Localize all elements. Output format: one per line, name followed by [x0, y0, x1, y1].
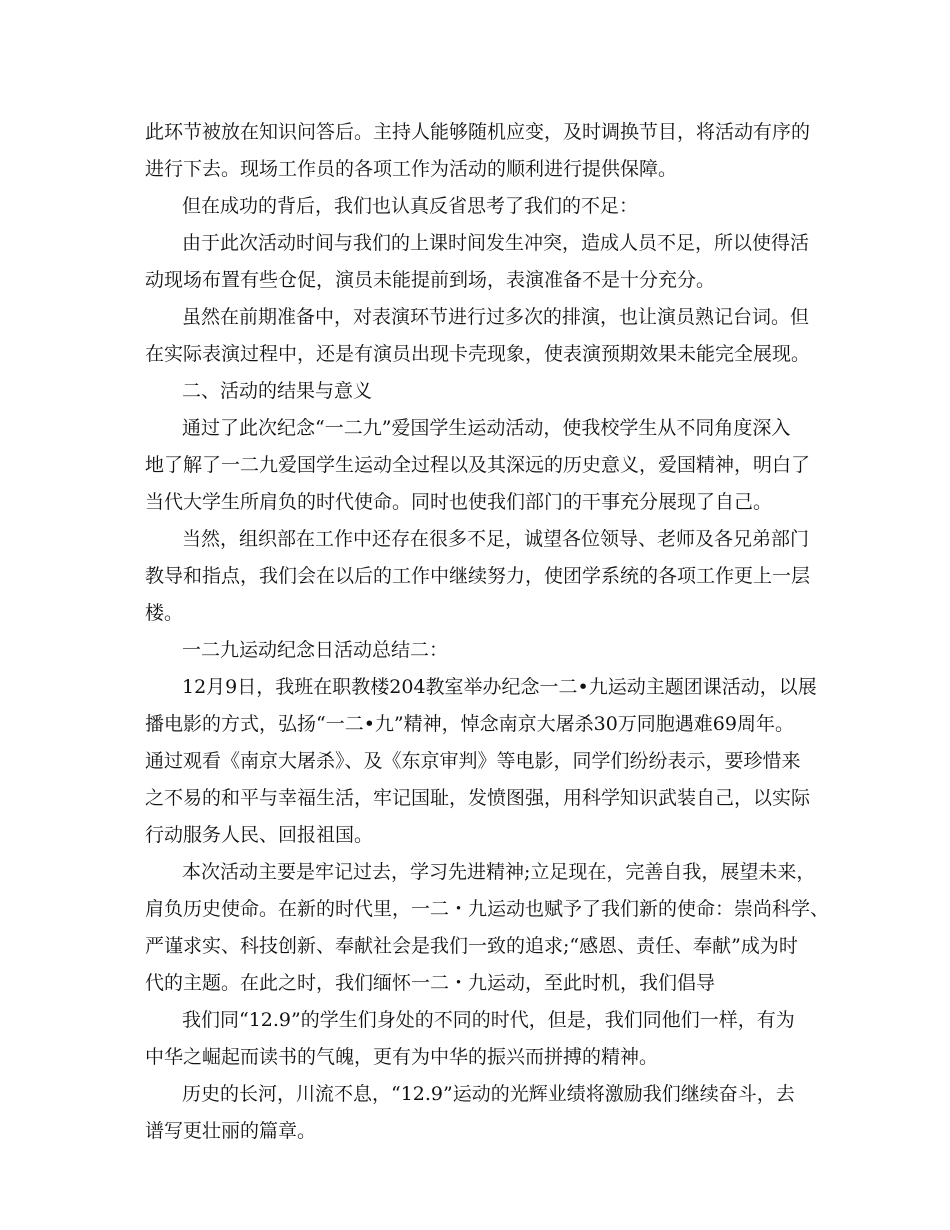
text-line: 但在成功的背后，我们也认真反省思考了我们的不足：	[182, 195, 639, 217]
text-line: 本次活动主要是牢记过去，学习先进精神;立足现在，完善自我，展望未来，	[182, 861, 816, 883]
text-line: 教导和指点，我们会在以后的工作中继续努力，使团学系统的各项工作更上一层	[145, 565, 811, 587]
text-line: 谱写更壮丽的篇章。	[145, 1120, 317, 1142]
text-line: 在实际表演过程中，还是有演员出现卡壳现象，使表演预期效果未能完全展现。	[145, 343, 811, 365]
text-line: 虽然在前期准备中，对表演环节进行过多次的排演，也让演员熟记台词。但	[182, 306, 810, 328]
text-line: 之不易的和平与幸福生活，牢记国耻，发愤图强，用科学知识武装自己，以实际	[145, 787, 811, 809]
section-heading: 一二九运动纪念日活动总结二：	[182, 639, 449, 661]
text-line: 进行下去。现场工作员的各项工作为活动的顺利进行提供保障。	[145, 158, 678, 180]
text-line: 12月9日，我班在职教楼204教室举办纪念一二•九运动主题团课活动，以展	[182, 676, 817, 698]
text-line: 当然，组织部在工作中还存在很多不足，诚望各位领导、老师及各兄弟部门	[182, 528, 810, 550]
text-line: 播电影的方式，弘扬“一二•九”精神，悼念南京大屠杀30万同胞遇难69周年。	[145, 713, 794, 735]
text-line: 历史的长河，川流不息，“12.9”运动的光辉业绩将激励我们继续奋斗，去	[182, 1083, 795, 1105]
text-line: 楼。	[145, 602, 184, 624]
text-line: 通过了此次纪念“一二九”爱国学生运动活动，使我校学生从不同角度深入	[182, 417, 791, 439]
text-line: 代的主题。在此之时，我们缅怀一二・九运动，至此时机，我们倡导	[145, 972, 716, 994]
text-line: 动现场布置有些仓促，演员未能提前到场，表演准备不是十分充分。	[145, 269, 716, 291]
text-line: 地了解了一二九爱国学生运动全过程以及其深远的历史意义，爱国精神，明白了	[145, 454, 811, 476]
text-line: 由于此次活动时间与我们的上课时间发生冲突，造成人员不足，所以使得活	[182, 232, 810, 254]
text-line: 此环节被放在知识问答后。主持人能够随机应变，及时调换节目，将活动有序的	[145, 121, 811, 143]
text-line: 当代大学生所肩负的时代使命。同时也使我们部门的干事充分展现了自己。	[145, 491, 773, 513]
text-line: 通过观看《南京大屠杀》、及《东京审判》等电影，同学们纷纷表示，要珍惜来	[145, 750, 801, 772]
text-line: 行动服务人民、回报祖国。	[145, 824, 374, 846]
text-line: 严谨求实、科技创新、奉献社会是我们一致的追求;“感恩、责任、奉献”成为时	[145, 935, 798, 957]
text-line: 我们同“12.9”的学生们身处的不同的时代，但是，我们同他们一样，有为	[182, 1009, 795, 1031]
text-line: 肩负历史使命。在新的时代里，一二・九运动也赋予了我们新的使命：崇尚科学、	[145, 898, 830, 920]
section-heading: 二、活动的结果与意义	[182, 380, 373, 402]
text-line: 中华之崛起而读书的气魄，更有为中华的振兴而拼搏的精神。	[145, 1046, 659, 1068]
